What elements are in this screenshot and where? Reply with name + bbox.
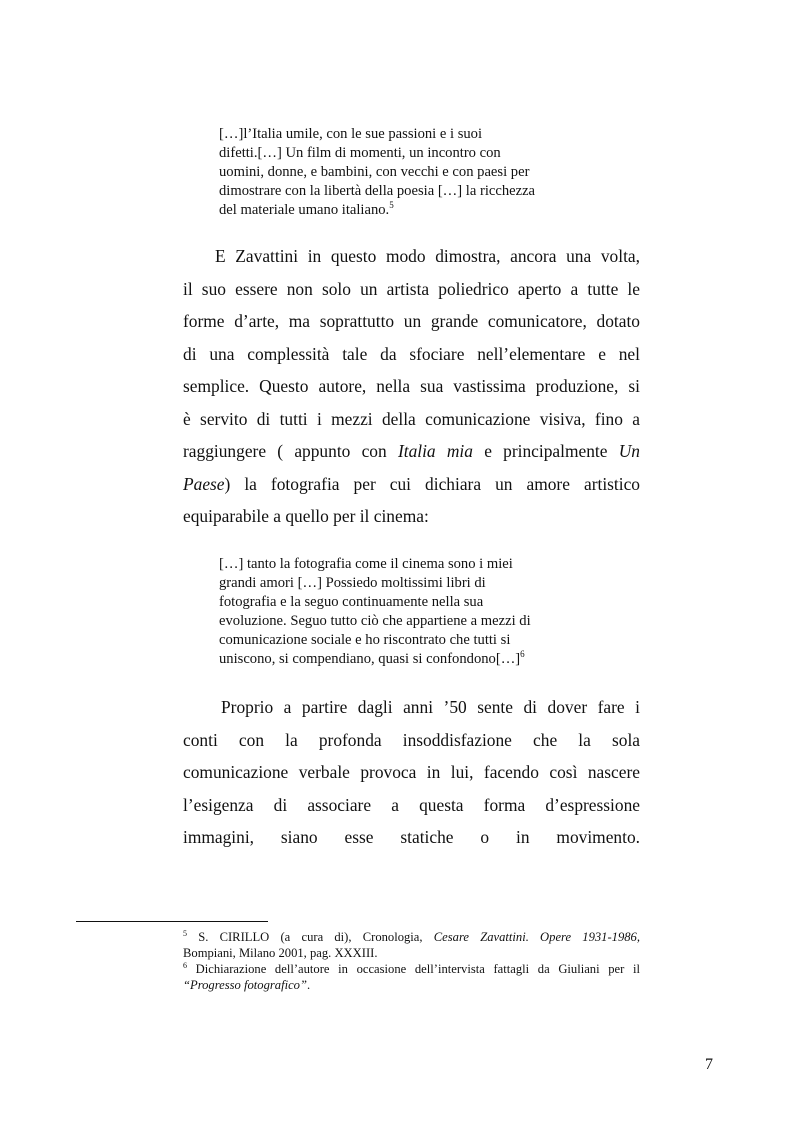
paragraph-line: [183, 468, 640, 501]
quote-line: comunicazione sociale e ho riscontrato che tutti si: [219, 632, 511, 648]
footnote-title: “Progresso fotografico”: [183, 978, 307, 992]
block-quote-2: [219, 555, 579, 669]
footnote-number: 5: [183, 929, 187, 938]
line-text: ) la fotografia per cui dichiara un amore artistico: [224, 473, 640, 494]
quote-line: difetti.[…] Un film di momenti, un incontro con: [219, 145, 501, 161]
footnote-6-line: [183, 977, 640, 993]
line-text: raggiungere ( appunto con: [183, 441, 398, 461]
quote-line: [219, 650, 579, 669]
paragraph-line: Proprio a partire dagli anni ’50 sente di dover fare i: [221, 697, 640, 717]
body-paragraph-2: [183, 691, 640, 854]
paragraph-line: l’esigenza di associare a questa forma d’espressione: [183, 794, 640, 815]
paragraph-line: il suo essere non solo un artista poliedrico aperto a tutte le: [183, 278, 640, 299]
work-title-italia-mia: Italia mia: [397, 441, 473, 461]
work-title-un-paese-cont: Paese: [183, 473, 225, 494]
line-text: e principalmente: [472, 441, 619, 461]
work-title-un-paese: Un: [618, 441, 640, 461]
footnote-number: 6: [183, 961, 187, 970]
paragraph-line: immagini, siano esse statiche o in movimento.: [183, 827, 640, 847]
footnote-5-line: [183, 929, 640, 945]
footnote-text: S. CIRILLO (a cura di), Cronologia,: [187, 930, 434, 944]
footnote-ref-6[interactable]: 6: [520, 649, 525, 659]
body-paragraph-1: [183, 240, 640, 533]
quote-line: dimostrare con la libertà della poesia […] la ricchezza: [219, 183, 536, 199]
footnote-text: .: [306, 978, 311, 992]
quote-line: […] tanto la fotografia come il cinema sono i miei: [219, 556, 513, 572]
paragraph-line: è servito di tutti i mezzi della comunicazione visiva, fino a: [183, 408, 640, 429]
paragraph-line: equiparabile a quello per il cinema:: [183, 506, 429, 526]
footnote-ref-5[interactable]: 5: [389, 200, 394, 210]
quote-text: del materiale umano italiano.: [219, 202, 390, 218]
paragraph-line: conti con la profonda insoddisfazione che la sola: [183, 729, 640, 750]
footnote-title: Cesare Zavattini. Opere 1931-1986,: [433, 930, 641, 944]
paragraph-line: [183, 435, 640, 468]
block-quote-1: [219, 125, 579, 220]
quote-line: [219, 201, 579, 220]
paragraph-line: comunicazione verbale provoca in lui, facendo così nascere: [183, 762, 640, 782]
footnote-5-line: Bompiani, Milano 2001, pag. XXXIII.: [183, 946, 378, 960]
quote-line: […]l’Italia umile, con le sue passioni e i suoi: [219, 126, 483, 142]
footnotes: [183, 929, 640, 993]
quote-line: evoluzione. Seguo tutto ciò che appartiene a mezzi di: [219, 613, 531, 629]
paragraph-line: forme d’arte, ma soprattutto un grande comunicatore, dotato: [183, 311, 640, 331]
quote-line: uomini, donne, e bambini, con vecchi e con paesi per: [219, 164, 530, 180]
paragraph-line: E Zavattini in questo modo dimostra, ancora una volta,: [215, 246, 640, 266]
quote-line: fotografia e la seguo continuamente nella sua: [219, 594, 484, 610]
footnote-separator: [76, 921, 268, 922]
quote-line: grandi amori […] Possiedo moltissimi libri di: [219, 575, 486, 591]
quote-text: uniscono, si compendiano, quasi si confondono[…]: [219, 651, 521, 667]
page-number: 7: [705, 1056, 713, 1073]
footnote-text: Dichiarazione dell’autore in occasione dell’intervista fattagli da Giuliani per il: [187, 962, 640, 976]
paragraph-line: semplice. Questo autore, nella sua vastissima produzione, si: [183, 376, 640, 396]
paragraph-line: di una complessità tale da sfociare nell’elementare e nel: [183, 343, 640, 364]
footnote-6-line: [183, 961, 640, 977]
